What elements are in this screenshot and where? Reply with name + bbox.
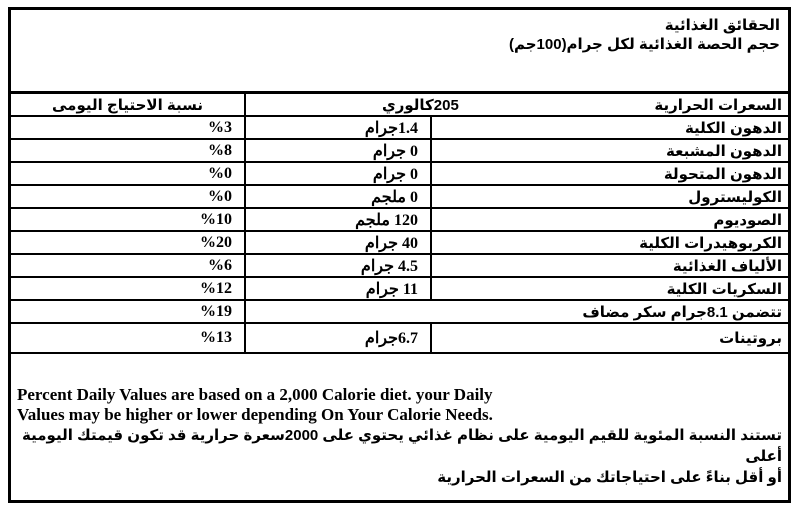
nutrient-row [11, 185, 788, 208]
footnote-ar-line-2: أو أقل بناءً على احتياجاتك من السعرات الحرارية [437, 469, 782, 486]
serving-size: حجم الحصة الغذائية لكل جرام(100جم) [508, 36, 780, 53]
nutrition-table [11, 91, 788, 354]
nutrient-name: الدهون المشبعة [431, 139, 788, 162]
nutrient-dv: %0 [11, 162, 245, 185]
nutrient-name: الكربوهيدرات الكلية [431, 231, 788, 254]
protein-amount: 6.7جرام [245, 323, 431, 353]
protein-row [11, 323, 788, 353]
nutrient-row [11, 162, 788, 185]
nutrient-name: الدهون الكلية [431, 116, 788, 139]
nutrient-row [11, 208, 788, 231]
nutrient-amount: 0 جرام [245, 139, 431, 162]
nutrient-name: الألياف الغذائية [431, 254, 788, 277]
nutrient-row [11, 254, 788, 277]
nutrient-amount: 0 ملجم [245, 185, 431, 208]
protein-dv: %13 [11, 323, 245, 353]
added-sugar-dv: %19 [11, 300, 245, 323]
calories-value: 205كالوري [382, 96, 459, 114]
nutrient-amount: 4.5 جرام [245, 254, 431, 277]
nutrient-dv: %10 [11, 208, 245, 231]
nutrient-dv: %20 [11, 231, 245, 254]
nutrient-row [11, 277, 788, 300]
label-title: الحقائق الغذائية [664, 17, 780, 34]
nutrient-name: السكريات الكلية [431, 277, 788, 300]
calories-label: السعرات الحرارية [654, 96, 783, 114]
label-header [509, 16, 780, 54]
nutrient-amount: 0 جرام [245, 162, 431, 185]
daily-value-header: نسبة الاحتياج اليومى [11, 93, 245, 117]
nutrient-row [11, 139, 788, 162]
protein-name: بروتينات [431, 323, 788, 353]
nutrient-name: الكوليسترول [431, 185, 788, 208]
nutrient-amount: 1.4جرام [245, 116, 431, 139]
added-sugar-text: تتضمن 8.1جرام سكر مضاف [245, 300, 788, 323]
footnote-en-line-2: Values may be higher or lower depending On Your Calorie Needs. [17, 405, 493, 424]
nutrient-dv: %8 [11, 139, 245, 162]
nutrient-amount: 11 جرام [245, 277, 431, 300]
nutrient-dv: %3 [11, 116, 245, 139]
nutrient-row [11, 116, 788, 139]
nutrition-facts-label [8, 7, 791, 503]
nutrient-dv: %12 [11, 277, 245, 300]
nutrient-dv: %0 [11, 185, 245, 208]
nutrient-amount: 120 ملجم [245, 208, 431, 231]
nutrient-dv: %6 [11, 254, 245, 277]
added-sugar-row [11, 300, 788, 323]
nutrient-name: الدهون المتحولة [431, 162, 788, 185]
nutrient-name: الصوديوم [431, 208, 788, 231]
nutrient-amount: 40 جرام [245, 231, 431, 254]
footnote-ar-line-1: تستند النسبة المئوية للقيم اليومية على نظام غذائي يحتوي على 2000سعرة حرارية قد تكون قيمتك اليومية أعلى [22, 427, 782, 465]
footnote-en-line-1: Percent Daily Values are based on a 2,000 Calorie diet. your Daily [17, 385, 493, 404]
nutrient-row [11, 231, 788, 254]
calories-row [11, 93, 788, 117]
label-footer [17, 385, 782, 488]
